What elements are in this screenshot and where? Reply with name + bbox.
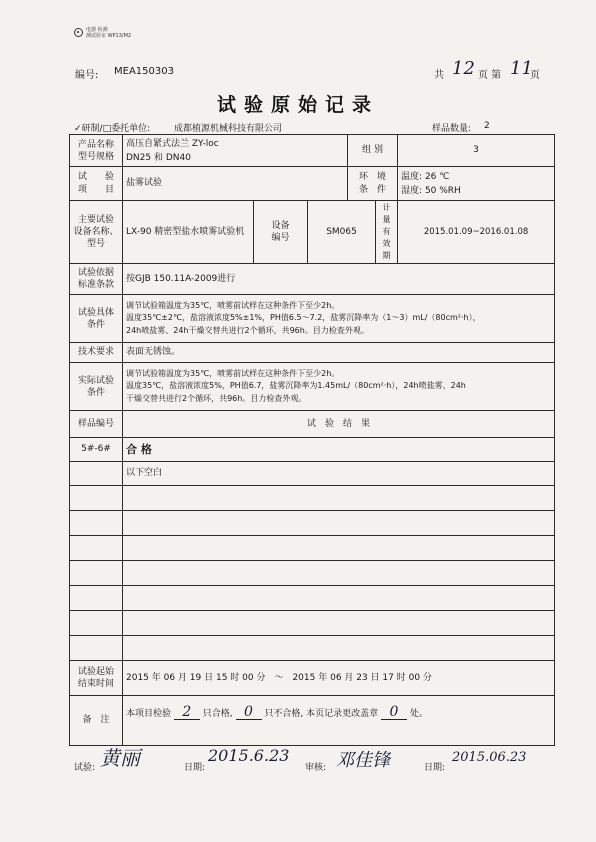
remark-cell bbox=[123, 696, 555, 746]
remark-fail-count: 0 bbox=[236, 706, 262, 720]
page-title: 试验原始记录 bbox=[216, 94, 379, 116]
page-number: 11 bbox=[510, 58, 533, 79]
basis-value: 按GJB 150.11A-2009进行 bbox=[123, 264, 555, 295]
metro-value: 2015.01.09~2016.01.08 bbox=[398, 201, 555, 264]
table-row bbox=[70, 438, 555, 462]
equip-label: 主要试验 设备名称、 型号 bbox=[70, 201, 123, 264]
client-options: ✓研制/□委托单位: bbox=[74, 124, 151, 134]
checker-date: 2015.06.23 bbox=[452, 750, 527, 765]
result-value: 合 格 bbox=[123, 438, 555, 462]
page-suffix: 页 bbox=[530, 70, 540, 81]
logo-text-2: 测试验室 WP13/M2 bbox=[86, 33, 132, 39]
time-value: 2015 年 06 月 19 日 15 时 00 分 ～ 2015 年 06 月 23 日 17 时 00 分 bbox=[123, 661, 555, 696]
table-row bbox=[70, 661, 555, 696]
table-row bbox=[70, 201, 555, 264]
tech-value: 表面无锈蚀。 bbox=[123, 343, 555, 363]
sample-qty-label: 样品数量: bbox=[432, 124, 472, 134]
test-item-label: 试 验 项 目 bbox=[70, 167, 123, 201]
table-row bbox=[70, 295, 555, 343]
test-item-value: 盐雾试验 bbox=[123, 167, 348, 201]
sample-qty: 2 bbox=[484, 121, 490, 131]
env-humidity: 湿度: 50 %RH bbox=[401, 185, 461, 196]
metro-label: 计 量 有效期 bbox=[376, 201, 398, 264]
total-pages-label: 共 bbox=[434, 70, 444, 81]
time-label: 试验起始 结束时间 bbox=[70, 661, 123, 696]
env-values bbox=[398, 167, 555, 201]
cond-value: 调节试验箱温度为35℃，喷雾前试样在这种条件下至少2h。 温度35℃±2℃，盐溶液浓度5%±1%，PH值6.5～7.2，盐雾沉降率为（1～3）mL/（80cm²·h）， 24h喷盐雾、24h干燥交替共进行2个循环，共96h。目力检查外观。 bbox=[123, 295, 555, 343]
tech-label: 技术要求 bbox=[70, 343, 123, 363]
table-row bbox=[70, 363, 555, 411]
tester-signature: 黄丽 bbox=[100, 746, 140, 770]
remark-pass-count: 2 bbox=[174, 706, 200, 720]
client-name: 成都植源机械科技有限公司 bbox=[174, 124, 283, 134]
blank-note: 以下空白 bbox=[123, 462, 555, 486]
equip-value: LX-90 精密型盐水喷雾试验机 bbox=[123, 201, 254, 264]
table-row bbox=[70, 636, 555, 661]
group-value: 3 bbox=[398, 135, 555, 167]
env-temperature: 温度: 26 ℃ bbox=[401, 171, 450, 182]
table-row bbox=[70, 411, 555, 438]
product-value: 高压自紧式法兰 ZY-loc DN25 和 DN40 bbox=[123, 135, 348, 167]
table-row bbox=[70, 511, 555, 536]
tester-label: 试验: bbox=[74, 763, 96, 773]
date2-label: 日期: bbox=[424, 763, 446, 773]
logo-text-1: 电器 检测 bbox=[86, 27, 108, 33]
table-row bbox=[70, 462, 555, 486]
remark-text-1: 本项目检验 bbox=[126, 709, 172, 719]
group-label: 组 别 bbox=[348, 135, 398, 167]
tester-date: 2015.6.23 bbox=[208, 746, 290, 765]
remark-text-2: 只合格, bbox=[202, 709, 233, 719]
table-row bbox=[70, 264, 555, 295]
sample-no-label: 样品编号 bbox=[70, 411, 123, 438]
table-row bbox=[70, 167, 555, 201]
remark-change-count: 0 bbox=[381, 706, 407, 720]
checker-signature: 邓佳锋 bbox=[336, 750, 390, 771]
basis-label: 试验依据 标准条款 bbox=[70, 264, 123, 295]
lab-logo-icon bbox=[74, 28, 83, 37]
table-row bbox=[70, 561, 555, 586]
remark-text-4: 处。 bbox=[409, 709, 428, 719]
result-label: 试 验 结 果 bbox=[123, 411, 555, 438]
cond-label: 试验具体 条件 bbox=[70, 295, 123, 343]
table-row bbox=[70, 135, 555, 167]
product-label: 产品名称 型号规格 bbox=[70, 135, 123, 167]
remark-text-3: 只不合格, 本页记录更改盖章 bbox=[264, 709, 379, 719]
table-row bbox=[70, 343, 555, 363]
doc-no: MEA150303 bbox=[114, 66, 174, 77]
table-row bbox=[70, 586, 555, 611]
page-label: 页 第 bbox=[478, 70, 502, 81]
table-row bbox=[70, 486, 555, 511]
equip-no-label: 设备 编号 bbox=[254, 201, 308, 264]
date1-label: 日期: bbox=[184, 763, 206, 773]
actual-label: 实际试验 条件 bbox=[70, 363, 123, 411]
doc-no-label: 编号: bbox=[75, 70, 99, 81]
sample-no: 5#-6# bbox=[70, 438, 123, 462]
total-pages: 12 bbox=[452, 58, 475, 79]
table-row bbox=[70, 536, 555, 561]
checker-label: 审核: bbox=[305, 763, 327, 773]
remark-label: 备 注 bbox=[70, 696, 123, 746]
env-label: 环 境 条 件 bbox=[348, 167, 398, 201]
record-table bbox=[69, 134, 555, 746]
equip-no: SM065 bbox=[308, 201, 376, 264]
table-row bbox=[70, 696, 555, 746]
actual-value: 调节试验箱温度为35℃，喷雾前试样在这种条件下至少2h。 温度35℃，盐溶液浓度5%，PH值6.7，盐雾沉降率为1.45mL/（80cm²·h），24h喷盐雾、24h 干燥交替共进行2个循环，共96h。目力检查外观。 bbox=[123, 363, 555, 411]
table-row bbox=[70, 611, 555, 636]
